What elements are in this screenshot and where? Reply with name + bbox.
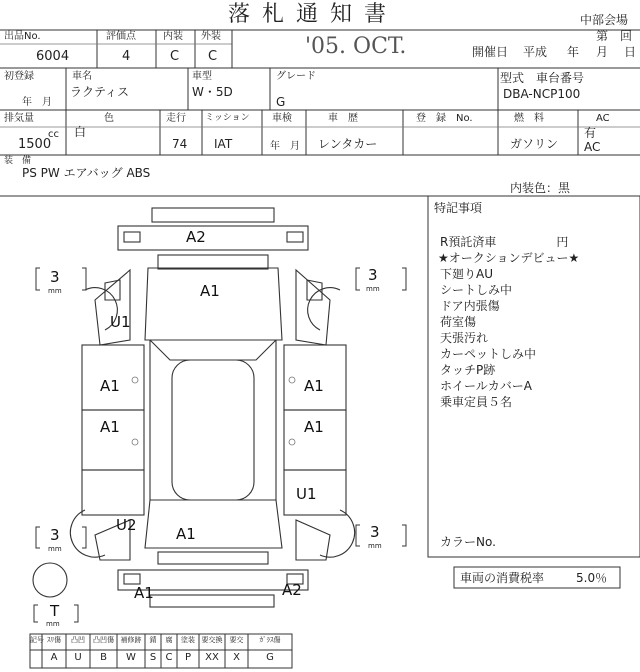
- session-suffix: 回: [620, 29, 633, 43]
- color-label: 色: [104, 113, 114, 124]
- legend-header: 要交換: [201, 636, 223, 644]
- first-reg-label: 初登録: [4, 71, 34, 82]
- tax-label: 車両の消費税率: [460, 571, 545, 585]
- displacement-value: 1500: [18, 137, 52, 152]
- month-label: 月: [596, 45, 609, 59]
- model-value: DBA-NCP100: [503, 87, 581, 101]
- ac-label: AC: [596, 113, 610, 124]
- grade-label: グレード: [276, 71, 316, 82]
- inspection-unit: 年 月: [270, 141, 300, 152]
- legend-header: 補修跡: [120, 636, 142, 644]
- document-title: 落札通知書: [228, 2, 399, 27]
- grade-value: G: [276, 95, 286, 109]
- tire-unit: mm: [366, 285, 380, 293]
- model-label: 型式 車台番号: [500, 71, 585, 85]
- mileage-label: 走行: [166, 113, 186, 124]
- notes-title: 特記事項: [434, 201, 483, 215]
- legend-header: 錆: [149, 636, 157, 644]
- note-item: ★オークションデビュー★: [438, 251, 580, 265]
- legend-header: ｽﾘ傷: [47, 636, 61, 644]
- damage-roof: A1: [200, 282, 220, 300]
- session-label: 第: [596, 29, 609, 43]
- first-reg-unit: 年 月: [22, 97, 52, 108]
- note-item: 荷室傷: [440, 315, 477, 329]
- lot-label: 出品No.: [4, 31, 41, 42]
- day-label: 日: [624, 45, 637, 59]
- damage-front-right: A2: [282, 581, 302, 599]
- lot-value: 6004: [36, 49, 70, 64]
- tire-unit: mm: [46, 620, 60, 628]
- tax-value: 5.0％: [576, 571, 608, 585]
- era: 平成: [523, 45, 548, 59]
- color-no-label: カラーNo.: [440, 535, 496, 549]
- damage-left-bottom: U2: [116, 516, 137, 534]
- tire-top-left: 3: [50, 268, 60, 286]
- legend-code: S: [149, 652, 157, 663]
- ac-value: 有: [584, 126, 597, 140]
- tire-unit: mm: [48, 545, 62, 553]
- date-label: 開催日: [472, 45, 509, 59]
- legend-code: XX: [205, 652, 219, 663]
- note-item: R預託済車 円: [440, 235, 569, 249]
- damage-right-fender: U1: [296, 485, 317, 503]
- exterior-label: 外装: [201, 31, 221, 42]
- history-label: 車 歴: [328, 113, 358, 124]
- mileage-value: 74: [172, 137, 188, 151]
- interior-value: C: [170, 49, 180, 64]
- damage-right-door-front: A1: [304, 377, 324, 395]
- car-name-value: ラクティス: [70, 85, 130, 99]
- fuel-label: 燃 料: [514, 113, 544, 124]
- note-item: 下廻りAU: [440, 267, 493, 281]
- note-item: シートしみ中: [440, 283, 513, 297]
- score-value: 4: [122, 49, 131, 64]
- year-label: 年: [567, 45, 580, 59]
- legend-header: ｶﾞﾗｽ傷: [259, 636, 281, 644]
- damage-left-top: U1: [110, 313, 131, 331]
- body-type-value: W・5D: [192, 85, 233, 99]
- legend-header: 要交: [229, 636, 244, 644]
- inspection-label: 車検: [272, 113, 292, 124]
- legend-header: 凸凹: [71, 636, 85, 644]
- legend-code: X: [233, 652, 240, 663]
- legend-table: [30, 634, 292, 668]
- legend-code: P: [184, 652, 192, 663]
- legend-code: B: [100, 652, 107, 663]
- legend-header: 記号: [30, 636, 44, 644]
- tire-unit: mm: [48, 287, 62, 295]
- legend-header: 塗装: [181, 636, 195, 644]
- legend-code: W: [126, 652, 136, 663]
- fuel-value: ガソリン: [510, 137, 559, 151]
- history-value: レンタカー: [318, 137, 378, 151]
- note-item: カーペットしみ中: [440, 347, 537, 361]
- car-name-label: 車名: [72, 71, 92, 82]
- color-value: 白: [74, 125, 87, 139]
- damage-left-door-rear: A1: [100, 418, 120, 436]
- ac-value2: AC: [584, 140, 601, 154]
- damage-rear-bumper: A2: [186, 228, 206, 246]
- equipment-value: PS PW エアバッグ ABS: [22, 166, 151, 180]
- tire-bottom-right: 3: [370, 523, 380, 541]
- note-item: タッチP跡: [440, 363, 496, 377]
- note-item: ドア内張傷: [440, 299, 500, 313]
- exterior-value: C: [208, 49, 218, 64]
- note-item: 乗車定員５名: [440, 395, 513, 409]
- note-item: 天張汚れ: [440, 331, 489, 345]
- damage-right-door-rear: A1: [304, 418, 324, 436]
- legend-code: C: [165, 652, 173, 663]
- legend-header: 凸凹傷: [93, 636, 114, 644]
- reg-no-label: 登 録 No.: [416, 113, 473, 124]
- transmission-label: ミッション: [205, 113, 250, 123]
- note-item: ホイールカバーA: [440, 379, 532, 393]
- damage-front-left: A1: [134, 584, 154, 602]
- legend-code: G: [266, 652, 274, 663]
- body-type-label: 車型: [192, 71, 212, 82]
- interior-label: 内装: [163, 31, 183, 42]
- tire-top-right: 3: [368, 266, 378, 284]
- transmission-value: IAT: [214, 137, 233, 151]
- legend-header: 腐: [165, 636, 173, 644]
- legend-code: A: [50, 652, 58, 663]
- tire-unit: mm: [368, 542, 382, 550]
- score-label: 評価点: [106, 31, 136, 42]
- spare-tire: T: [50, 602, 60, 620]
- tire-bottom-left: 3: [50, 526, 60, 544]
- interior-color: 内装色：黒: [510, 181, 571, 195]
- handwritten-date: '05. OCT.: [305, 34, 407, 59]
- venue: 中部会場: [580, 13, 629, 27]
- damage-left-door-front: A1: [100, 377, 120, 395]
- damage-hood: A1: [176, 525, 196, 543]
- equipment-label: 装 備: [4, 156, 32, 166]
- displacement-label: 排気量: [4, 113, 34, 124]
- legend-code: U: [74, 652, 82, 663]
- displacement-unit: cc: [48, 129, 59, 140]
